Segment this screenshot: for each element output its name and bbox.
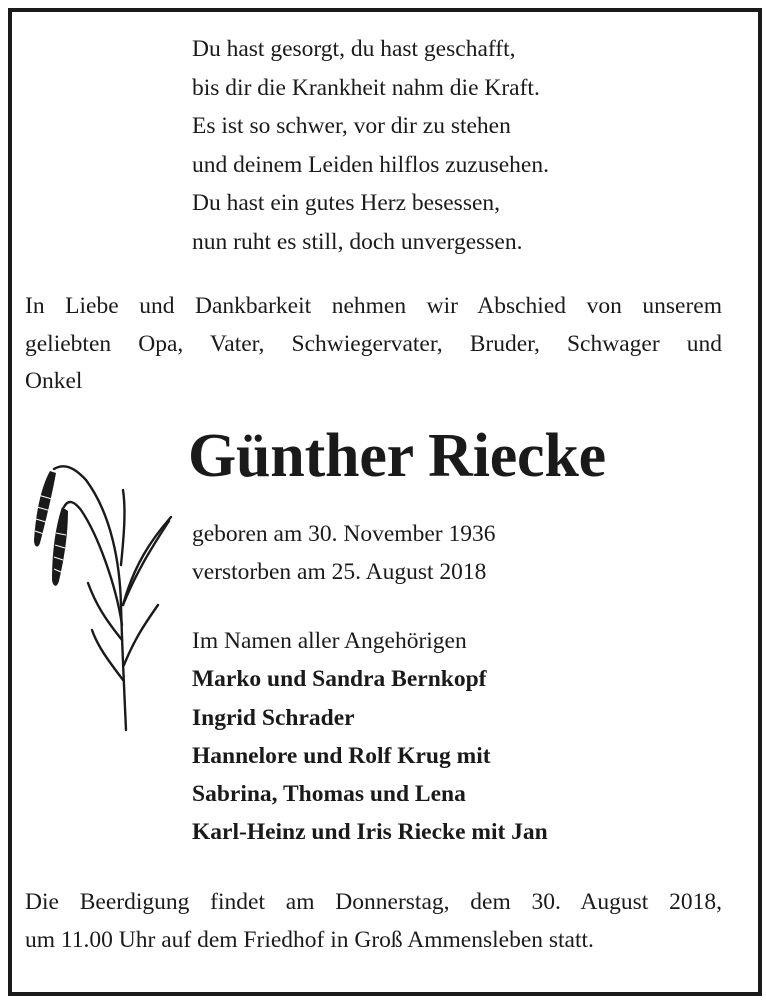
deceased-name: Günther Riecke: [188, 422, 606, 490]
poem-line: und deinem Leiden hilflos zuzusehen.: [192, 151, 549, 178]
mourner-name: Sabrina, Thomas und Lena: [192, 781, 466, 808]
mourner-name: Karl-Heinz und Iris Riecke mit Jan: [192, 819, 548, 846]
funeral-line: Die Beerdigung findet am Donnerstag, dem 30. August 2018,: [25, 889, 722, 915]
funeral-line: um 11.00 Uhr auf dem Friedhof in Groß Ammensleben statt.: [25, 926, 594, 953]
wheat-grass-icon: [26, 455, 176, 735]
poem-line: bis dir die Krankheit nahm die Kraft.: [192, 74, 540, 101]
mourners: [192, 622, 732, 852]
poem-line: Es ist so schwer, vor dir zu stehen: [192, 113, 511, 140]
birth-date: geboren am 30. November 1936: [192, 521, 496, 547]
poem: [192, 30, 712, 262]
death-date: verstorben am 25. August 2018: [192, 558, 487, 585]
mourners-heading: Im Namen aller Angehörigen: [192, 628, 467, 654]
poem-line: Du hast gesorgt, du hast geschafft,: [192, 36, 516, 62]
poem-line: Du hast ein gutes Herz besessen,: [192, 190, 501, 217]
intro-line: Onkel: [25, 368, 83, 394]
intro-line: In Liebe und Dankbarkeit nehmen wir Abschied von unserem: [25, 293, 722, 319]
intro-line: geliebten Opa, Vater, Schwiegervater, Bruder, Schwager und: [25, 330, 722, 357]
mourner-name: Hannelore und Rolf Krug mit: [192, 742, 491, 769]
mourner-name: Marko und Sandra Bernkopf: [192, 666, 487, 693]
funeral-info: [25, 884, 722, 959]
life-dates: [192, 516, 712, 591]
mourner-name: Ingrid Schrader: [192, 704, 355, 731]
poem-line: nun ruht es still, doch unvergessen.: [192, 228, 523, 255]
intro-text: [25, 288, 722, 401]
